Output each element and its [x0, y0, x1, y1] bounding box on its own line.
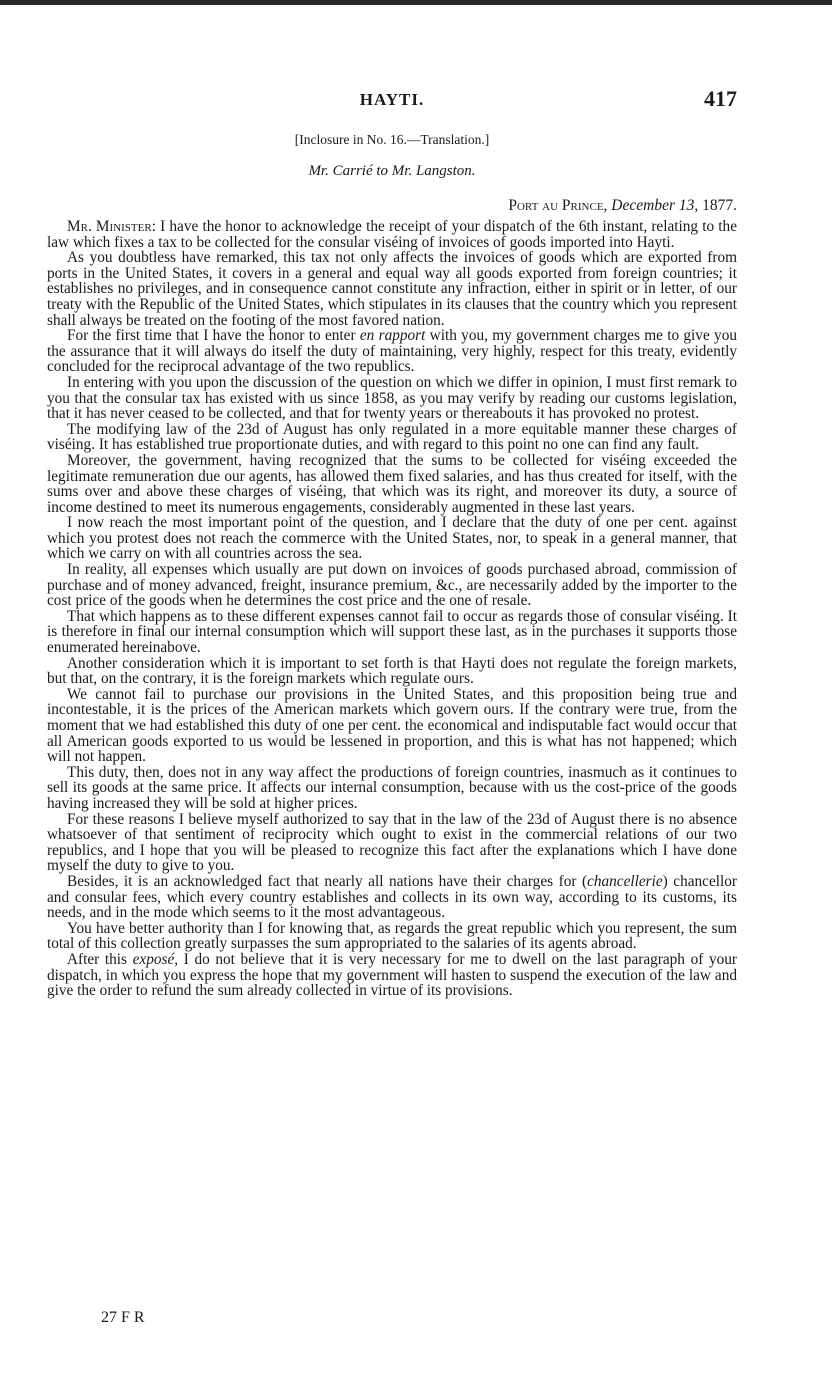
page-header [47, 86, 737, 116]
paragraph [47, 219, 737, 250]
paragraph [47, 328, 737, 375]
dateline [508, 197, 737, 215]
italic-term: exposé [132, 950, 175, 968]
paragraph: Moreover, the government, having recognized that the sums to be collected for viséing exceeded the legitimate remuneration due our agents, has allowed them fixed salaries, and has thus created for itself, with the sums over and above these charges of viséing, that which was its right, and moreover its duty, a source of income destined to meet its numerous engagements, considerably augmented in these last years. [47, 451, 737, 516]
paragraph [47, 874, 737, 921]
paragraph-text: I have the honor to acknowledge the receipt of your dispatch of the 6th instant, relating to the law which fixes a tax to be collected for the consular viséing of invoices of goods imported into Hayti. [47, 218, 737, 251]
paragraph-text: For the first time that I have the honor to enter [67, 327, 360, 345]
paragraph: We cannot fail to purchase our provisions in the United States, and this proposition being true and incontestable, it is the prices of the American markets which govern ours. If the contrary were true, from the moment that we had established this duty of one per cent. the economical and indisputable fact would occur that all American goods exported to us would be lessened in proportion, and this is what has not happened; which will not happen. [47, 685, 737, 766]
paragraph-text: Besides, it is an acknowledged fact that nearly all nations have their charges for ( [67, 872, 588, 890]
paragraph: As you doubtless have remarked, this tax not only affects the invoices of goods which are exported from ports in the United States, it covers in a general and equal way all goods exported from foreign countries; it establishes no privileges, and in consequence cannot constitute any infraction, either in spirit or in letter, of our treaty with the Republic of the United States, which stipulates in its clauses that the country which you represent shall always be treated on the footing of the most favored nation. [47, 249, 737, 329]
paragraph-text: ) chancellor and consular fees, which every country establishes and collects in its own way, according to its customs, its needs, and in the mode which seems to it the most advantageous. [47, 872, 737, 922]
paragraph: In reality, all expenses which usually are put down on invoices of goods purchased abroad, commission of purchase and of money advanced, freight, insurance premium, &c., are necessarily added by the importer to the cost price of the goods when he determines the cost price and the one of resale. [47, 561, 737, 610]
dateline-place: Port au Prince, [508, 197, 608, 214]
paragraph: This duty, then, does not in any way affect the productions of foreign countries, inasmuch as it continues to sell its goods at the same price. It affects our internal consumption, because with us the cost-price of the goods having increased they will be sold at higher prices. [47, 763, 737, 812]
italic-term: chancellerie [587, 872, 663, 890]
dateline-year: 1877. [702, 197, 737, 214]
dateline-month-day: December 13, [611, 197, 699, 214]
paragraph: In entering with you upon the discussion of the question on which we differ in opinion, I must first remark to you that the consular tax has existed with us since 1858, as you may verify by reading our customs legislation, that it has never ceased to be collected, and that for twenty years or thereabouts it has provoked no protest. [47, 373, 737, 423]
page-number: 417 [704, 86, 737, 111]
italic-term: en rapport [359, 327, 426, 345]
letter-body [47, 219, 737, 999]
paragraph: Another consideration which it is important to set forth is that Hayti does not regulate the foreign markets, but that, on the contrary, it is the foreign markets which regulate ours. [47, 654, 737, 688]
signature-mark: 27 F R [101, 1309, 145, 1326]
paragraph-text: After this [67, 950, 133, 968]
paragraph: You have better authority than I for knowing that, as regards the great republic which you represent, the sum total of this collection greatly surpasses the sum appropriated to the salaries of its agents abroad. [47, 919, 737, 953]
paragraph: The modifying law of the 23d of August has only regulated in a more equitable manner these charges of viséing. It has established true proportionate duties, and with regard to this point no one can find any fault. [47, 420, 737, 454]
top-rule [0, 0, 832, 5]
paragraph-text: , I do not believe that it is very necessary for me to dwell on the last paragraph of your dispatch, in which you express the hope that my government will hasten to suspend the execution of the law and give the order to refund the sum already collected in virtue of its provisions. [47, 950, 737, 1000]
paragraph: For these reasons I believe myself authorized to say that in the law of the 23d of August there is no absence whatsoever of that sentiment of reciprocity which ought to exist in the commercial relations of our two republics, and I hope that you will be pleased to recognize this fact after the explanations which I have done myself the duty to give to you. [47, 810, 737, 875]
salutation: Mr. Minister: [67, 218, 156, 235]
paragraph [47, 952, 737, 999]
paragraph: That which happens as to these different expenses cannot fail to occur as regards those of consular viséing. It is therefore in final our internal consumption which will support these last, as in the purchases it supports those enumerated hereinabove. [47, 607, 737, 657]
inclosure-note: [Inclosure in No. 16.—Translation.] [294, 132, 490, 147]
paragraph-text: with you, my government charges me to give you the assurance that it will always do itself the duty of maintaining, very highly, respect for this treaty, evidently concluded for the reciprocal advantage of the two republics. [47, 327, 737, 376]
paragraph: I now reach the most important point of the question, and I declare that the duty of one per cent. against which you protest does not reach the commerce with the United States, nor, to speak in a general manner, that which we carry on with all countries across the sea. [47, 514, 737, 563]
running-title: HAYTI. [359, 90, 425, 109]
letter-addressee: Mr. Carrié to Mr. Langston. [308, 163, 476, 179]
